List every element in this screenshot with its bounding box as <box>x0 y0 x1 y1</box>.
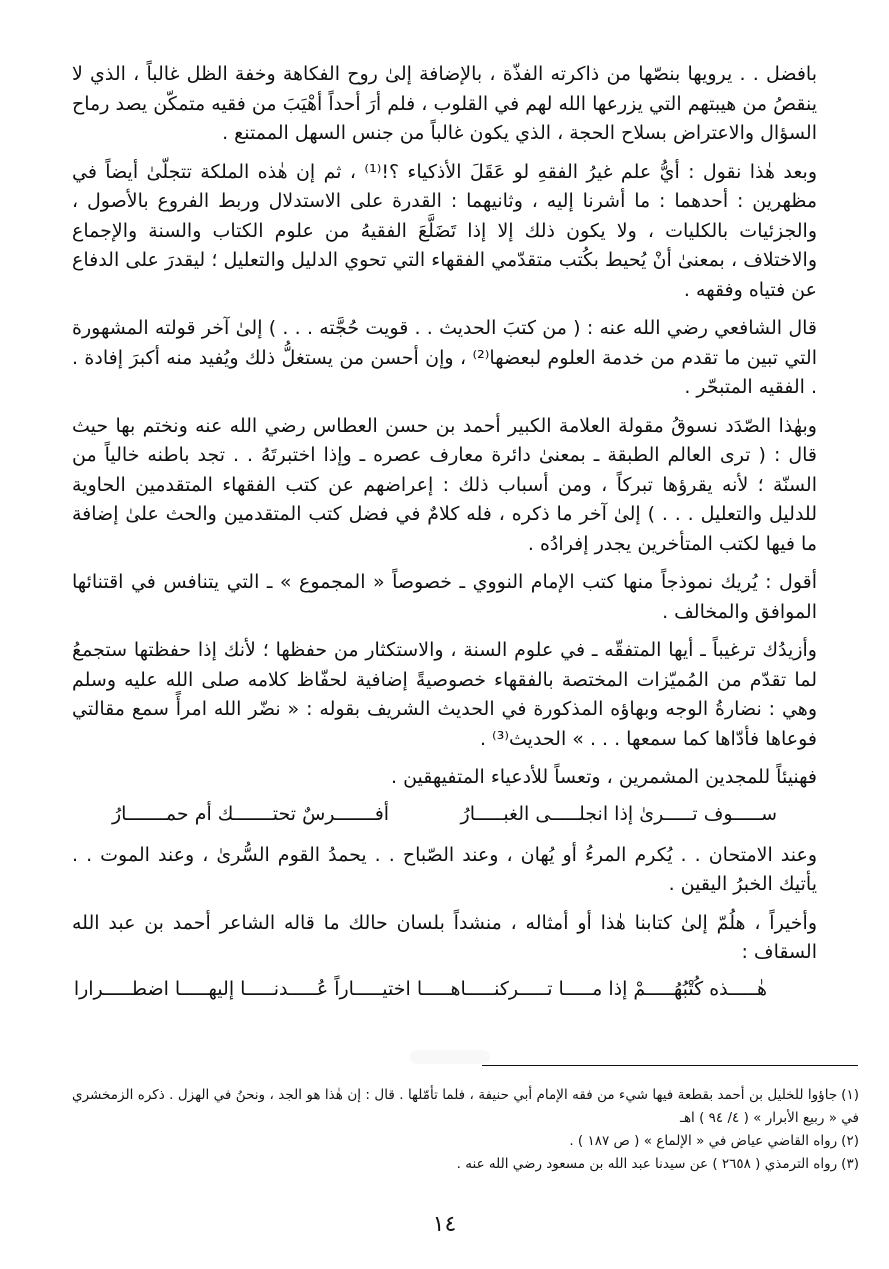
poetry-verse-1 <box>72 799 817 829</box>
footnote-3 <box>72 1153 859 1176</box>
verse-2-second-hemistich: هـــــا اختيـــــاراً عُـــــدنـــــا إليهـــــا اضطـــــرارا <box>73 977 461 1000</box>
footnotes <box>72 1084 859 1176</box>
footnote-text: رواه القاضي عياض في « الإلماع » ( ص ١٨٧ ) . <box>569 1133 838 1149</box>
page-number: ١٤ <box>432 1212 457 1237</box>
paragraph-2: وبعد هٰذا نقول : أيُّ علم غيرُ الفقهِ لو عَقَلَ الأذكياء ؟!⁽¹⁾ ، ثم إن هٰذه الملكة تتجلّىٰ أيضاً في مظهرين : أحدهما : ما أشرنا إليه ، وثانيهما : القدرة على الاستدلال وربط الفروع بالأصول ، والجزئيات بالكليات ، ولا يكون ذلك إلا إذا تَضَلَّعَ الفقيهُ من علوم الكتاب والسنة والإجماع والاختلاف ، بمعنىٰ أنْ يُحيط بكُتب متقدّمي الفقهاء التي تحوي الدليل والتعليل ؛ ليقدرَ على الدفاع عن فتياه وفقهه . <box>72 160 817 301</box>
footnote-text: رواه الترمذي ( ٢٦٥٨ ) عن سيدنا عبد الله بن مسعود رضي الله عنه . <box>456 1156 838 1172</box>
footnote-separator <box>482 1065 858 1066</box>
paragraph-5: أقول : يُريك نموذجاً منها كتب الإمام النووي ـ خصوصاً « المجموع » ـ التي يتنافس في اقتنائها الموافق والمخالف . <box>72 571 817 623</box>
footnote-2 <box>72 1130 859 1153</box>
main-text <box>72 60 817 1016</box>
paragraph-8: وعند الامتحان . . يُكرم المرءُ أو يُهان ، وعند الصّباح . . يحمدُ القوم السُّرىٰ ، وعند الموت . . يأتيك الخبرُ اليقين . <box>72 843 817 895</box>
poetry-verse-2 <box>72 974 817 1004</box>
footnote-number: (١) <box>841 1087 859 1103</box>
footnote-number: (٣) <box>841 1156 859 1172</box>
paragraph-1: بافضل . . يرويها بنصّها من ذاكرته الفذّة ، بالإضافة إلىٰ روح الفكاهة وخفة الظل غالباً ، الذي لا ينقصُ من هيبتهم التي يزرعها الله لهم في القلوب ، فلم أرَ أحداً أهْيَبَ من فقيه متمكّن يصد رماح السؤال والاعتراض بسلاح الحجة ، الذي يكون غالباً من جنس السهل الممتنع . <box>72 63 817 144</box>
footnote-1 <box>72 1084 859 1130</box>
paragraph-3: قال الشافعي رضي الله عنه : ( من كتبَ الحديث . . قويت حُجَّته . . . ) إلىٰ آخر قولته المشهورة التي تبين ما تقدم من خدمة العلوم لبعضها⁽²⁾ ، وإن أحسن من يستغلُّ ذلك ويُفيد منه أكبرَ إفادة . . الفقيه المتبحّر . <box>72 317 817 398</box>
verse-1-second-hemistich: أفـــــــرسٌ تحتـــــــك أم حمـــــــارُ <box>112 802 390 825</box>
paragraph-6: وأزيدُك ترغيباً ـ أيها المتفقّه ـ في علوم السنة ، والاستكثار من حفظها ؛ لأنك إذا حفظتها ستجمعُ لما تقدّم من المُميّزات المختصة بالفقهاء خصوصيةً إضافية لحفّاظ كلامه صلى الله عليه وسلم وهي : نضارةُ الوجه وبهاؤه المذكورة في الحديث الشريف بقوله : « نضّر الله امرأً سمع مقالتي فوعاها فأدّاها كما سمعها . . . » الحديث⁽³⁾ . <box>72 639 817 750</box>
verse-2-first-hemistich: هٰـــــذه كُتْبُهُـــــمْ إذا مـــــا تـــــركنـــــا <box>460 977 767 1000</box>
paragraph-7: فهنيئاً للمجدين المشمرين ، وتعساً للأدعياء المتفيهقين . <box>391 766 817 788</box>
faint-bleed-through <box>410 1050 490 1064</box>
footnote-text: جاؤوا للخليل بن أحمد بقطعة فيها شيء من فقه الإمام أبي حنيفة ، فلما تأمّلها . قال : إن هٰذا هو الجد ، ونحنُ في الهزل . ذكره الزمخشري في « ربيع الأبرار » ( ٤/ ٩٤ ) اهـ <box>72 1087 859 1126</box>
footnote-number: (٢) <box>841 1133 859 1149</box>
verse-1-first-hemistich: ســـــوف تـــــرىٰ إذا انجلـــــى الغبـــــارُ <box>460 802 777 825</box>
paragraph-4: وبهٰذا الصّدَد نسوقُ مقولة العلامة الكبير أحمد بن حسن العطاس رضي الله عنه ونختم بها حيث قال : ( ترى العالم الطبقة ـ بمعنىٰ دائرة معارف عصره ـ وإذا اختبرتَهُ . . تجد باطنه خالياً من السنّة ؛ لأنه يقرؤها تبركاً ، ومن أسباب ذلك : إعراضهم عن كتب الفقهاء المتقدمين الحاوية للدليل والتعليل . . . ) إلىٰ آخر ما ذكره ، فله كلامٌ في فضل كتب المتقدمين والحث علىٰ إضافة ما فيها لكتب المتأخرين يجدر إفرادُه . <box>72 414 817 555</box>
paragraph-9: وأخيراً ، هلُمّ إلىٰ كتابنا هٰذا أو أمثاله ، منشداً بلسان حالك ما قاله الشاعر أحمد بن عبد الله السقاف : <box>72 911 817 963</box>
